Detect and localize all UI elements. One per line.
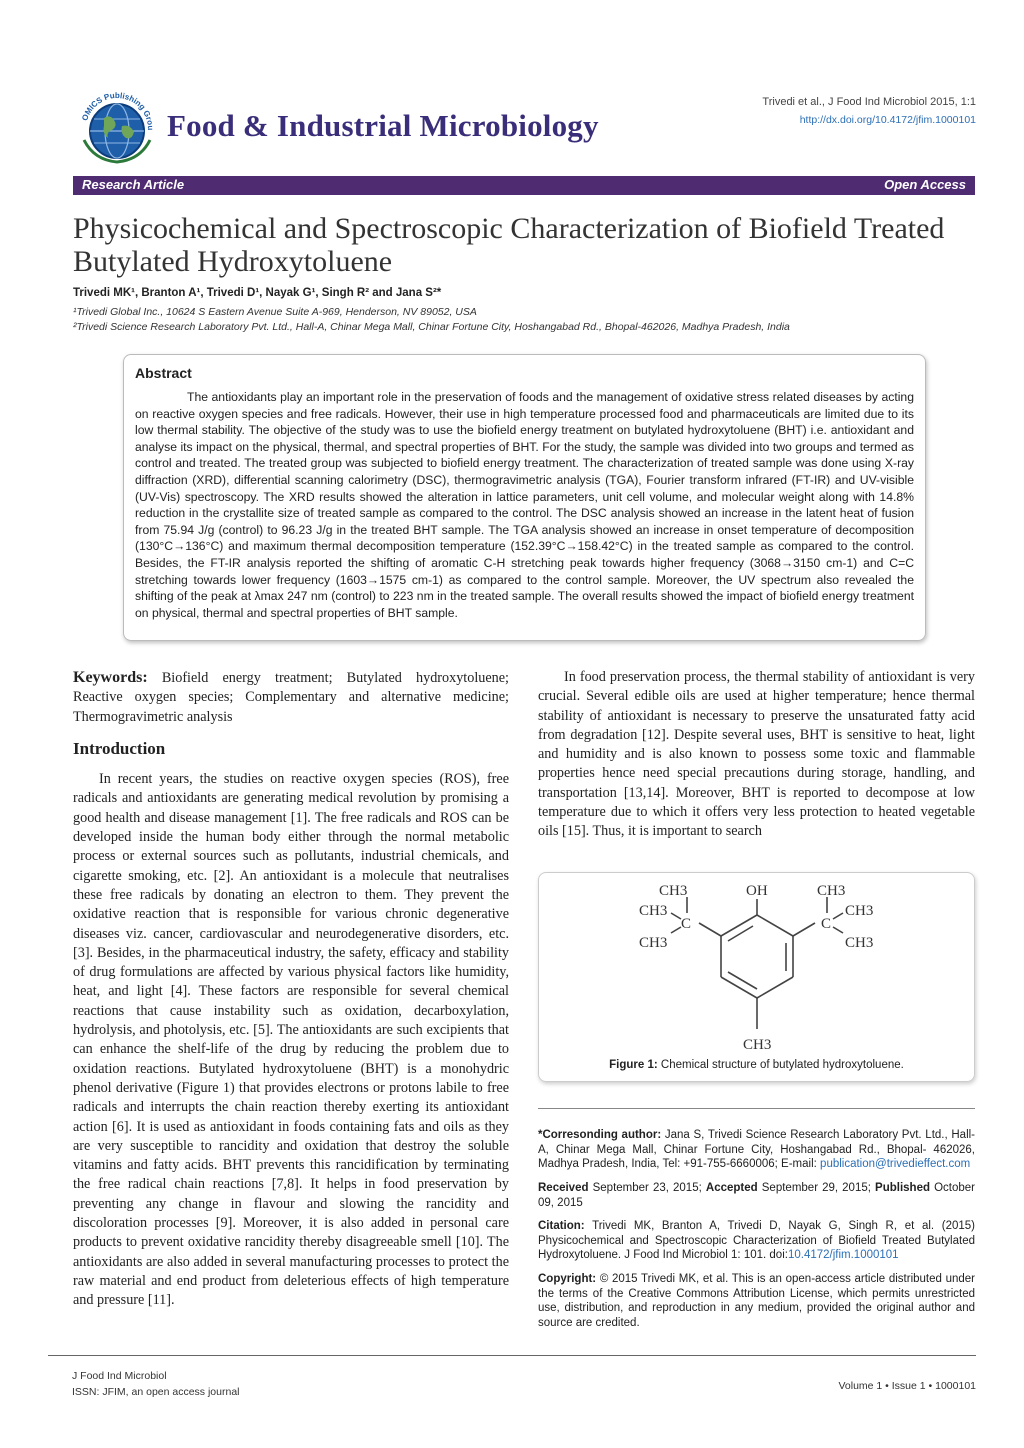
article-dates [538, 1181, 975, 1210]
accepted-date: September 29, 2015; [761, 1182, 871, 1194]
atom-ch3-top-left: CH3 [659, 883, 688, 899]
introduction-paragraph-2: In food preservation process, the thermal stability of antioxidant is very crucial. Several edible oils are used at higher temperature; hence thermal stability of antioxidant is necessary to preserve the unsaturated fatty acid from degradation [12]. Despite several uses, BHT is sensitive to heat, light and humidity and is also known to possess some toxic and flammable properties hence need special precautions during storage, handling, and transportation [13,14]. Moreover, BHT is reported to decompose at low temperature due to which it offers very less protection to heated vegetable oils [15]. Thus, it is important to search [538, 669, 975, 840]
atom-ch3-left-upper: CH3 [639, 903, 668, 919]
author-email-link[interactable]: publication@trivedieffect.com [820, 1158, 971, 1171]
keywords-block [73, 668, 509, 727]
left-column [73, 668, 509, 1311]
bht-structure-diagram [629, 881, 889, 1057]
copyright-block [538, 1272, 975, 1330]
published-date: October 09, 2015 [538, 1182, 976, 1209]
journal-logo [76, 88, 158, 170]
corresponding-author-text: Jana S, Trivedi Science Research Laboratory Pvt. Ltd., Hall-A, Chinar Mega Mall, Chinar Fortune City, Hoshangabad Rd., Bhopal- 462026, Madhya Pradesh, India, Tel: +91-755-6660006; E-mail: [538, 1129, 976, 1171]
journal-title: Food & Industrial Microbiology [167, 108, 599, 143]
atom-ch3-right-upper: CH3 [845, 903, 874, 919]
article-type-banner [73, 176, 975, 195]
atom-c-right: C [821, 916, 832, 932]
published-label: Published [875, 1182, 930, 1194]
keywords-text: Biofield energy treatment; Butylated hydroxytoluene; Reactive oxygen species; Complementary and alternative medicine; Thermogravimetric analysis [73, 670, 509, 725]
figure-caption-label: Figure 1: [609, 1059, 658, 1071]
affiliation-1: ¹Trivedi Global Inc., 10624 S Eastern Avenue Suite A-969, Henderson, NV 89052, USA [73, 306, 477, 318]
atom-ch3-top-right: CH3 [817, 883, 846, 899]
figure-caption-text: Chemical structure of butylated hydroxytoluene. [660, 1059, 904, 1071]
copyright-text: © 2015 Trivedi MK, et al. This is an open-access article distributed under the terms of the Creative Commons Attribution License, which permits unrestricted use, distribution, and reproduction in any medium, provided the original author and source are credited. [538, 1273, 975, 1329]
figure-caption [539, 1059, 974, 1071]
figure-1 [538, 872, 975, 1082]
logo-ring-text: OMICS Publishing Grou [80, 90, 156, 131]
introduction-paragraph: In recent years, the studies on reactive oxygen species (ROS), free radicals and antioxidants are generating medical revolution by promising a good health and disease management [1]. The free radicals and ROS can be developed inside the human body either through the normal metabolic process or external sources such as pollutants, industrial chemicals, and cigarette smoking, etc. [2]. An antioxidant is a molecule that neutralises these free radicals by donating an electron to them. They prevent the oxidative reaction that is responsible for various chronic degenerative diseases viz. cancer, cardiovascular and neurodegenerative disorders, etc. [3]. Besides, in the pharmaceutical industry, the safety, efficacy and stability of drug formulations are affected by various physical factors like humidity, heat, and light [4]. These factors are responsible for several chemical reactions that cause instability such as oxidation, decarboxylation, hydrolysis, and photolysis, etc. [5]. The antioxidants are such excipients that can enhance the shelf-life of the drug by reducing the problem due to oxidation reactions. Butylated hydroxytoluene (BHT) is a monohydric phenol derivative (Figure 1) that provides electrons or protons labile to free radicals and interrupts the chain reaction thereby exerting its antioxidant action [6]. It is used as antioxidant in foods containing fats and oils as they are very susceptible to rancidity and oxidation that destroy the soluble vitamins and fatty acids. BHT prevents this rancidification by terminating the free radical chain reactions [7,8]. It helps in food preservation by preventing any change in flavour and slowing the rancidity and discoloration processes [9]. Moreover, it is also added in personal care products to prevent oxidative rancidity thereby disagreeable smell [10]. The antioxidants are also added in several manufacturing processes to protect the raw material and end product from deleterious effects of high temperature and pressure [11]. [73, 771, 509, 1309]
footer-journal: J Food Ind Microbiol [72, 1370, 167, 1382]
atom-ch3-left-lower: CH3 [639, 935, 668, 951]
citation-line: Trivedi et al., J Food Ind Microbiol 2015, 1:1 [762, 96, 976, 108]
copyright-label: Copyright: [538, 1273, 597, 1285]
keywords-label: Keywords: [73, 669, 148, 686]
citation-text: Trivedi MK, Branton A, Trivedi D, Nayak G, Singh R, et al. (2015) Physicochemical and Spectroscopic Characterization of Biofield Treated Butylated Hydroxytoluene. J Food Ind Microbiol 1: 101. doi: [538, 1220, 975, 1262]
atom-oh: OH [746, 883, 768, 899]
open-access-label: Open Access [884, 177, 966, 192]
received-date: September 23, 2015; [592, 1182, 702, 1194]
footer-divider [48, 1355, 976, 1356]
citation-label: Citation: [538, 1220, 585, 1232]
introduction-heading: Introduction [73, 738, 166, 758]
affiliation-2: ²Trivedi Science Research Laboratory Pvt. Ltd., Hall-A, Chinar Mega Mall, Chinar Fortune City, Hoshangabad Rd., Bhopal-462026, Madhya Pradesh, India [73, 321, 790, 333]
article-type-label: Research Article [82, 177, 185, 192]
footer-issn: ISSN: JFIM, an open access journal [72, 1386, 240, 1398]
abstract-heading: Abstract [135, 365, 192, 381]
paper-title: Physicochemical and Spectroscopic Characterization of Biofield Treated Butylated Hydroxytoluene [73, 212, 945, 278]
accepted-label: Accepted [705, 1182, 758, 1194]
atom-ch3-bottom: CH3 [743, 1037, 772, 1053]
atom-ch3-right-lower: CH3 [845, 935, 874, 951]
doi-link[interactable]: http://dx.doi.org/10.4172/jfim.1000101 [799, 114, 976, 126]
abstract-box [123, 354, 926, 641]
corresponding-author [538, 1128, 975, 1172]
globe-icon [76, 88, 158, 170]
abstract-text: The antioxidants play an important role in the preservation of foods and the management of oxidative stress related diseases by acting on reactive oxygen species and free radicals. However, their use in high temperature processed food and pharmaceuticals are limited due to its low thermal stability. The objective of the study was to use the biofield energy treatment on butylated hydroxytoluene (BHT) i.e. antioxidant and analyse its impact on the physical, thermal, and spectral properties of BHT. For the study, the sample was divided into two groups and termed as control and treated. The treated group was subjected to biofield energy treatment. The characterization of treated sample was done using X-ray diffraction (XRD), differential scanning calorimetry (DSC), thermogravimetric analysis (TGA), Fourier transform infrared (FT-IR) and UV-visible (UV-Vis) spectroscopy. The XRD results showed the alteration in lattice parameters, unit cell volume, and molecular weight along with 14.8% reduction in the crystallite size of treated sample as compared to the control. The DSC analysis showed an increase in the latent heat of fusion from 75.94 J/g (control) to 96.23 J/g in the treated BHT sample. The TGA analysis showed an increase in onset temperature of decomposition (130°C→136°C) and maximum thermal decomposition temperature (152.39°C→158.42°C) in the treated sample as compared to the control. Besides, the FT-IR analysis reported the shifting of aromatic C-H stretching peak towards higher frequency (3068→3150 cm-1) and C=C stretching towards lower frequency (1603→1575 cm-1) as compared to the control sample. Moreover, the UV spectrum also revealed the shifting of the peak at λmax 247 nm (control) to 223 nm in the treated sample. The overall results showed the impact of biofield energy treatment on physical, thermal and spectral properties of BHT sample. [135, 390, 914, 620]
corresponding-author-label: *Corresonding author: [538, 1129, 662, 1141]
author-list: Trivedi MK¹, Branton A¹, Trivedi D¹, Nayak G¹, Singh R² and Jana S²* [73, 287, 442, 299]
received-label: Received [538, 1182, 589, 1194]
footer-volume: Volume 1 • Issue 1 • 1000101 [838, 1380, 976, 1392]
citation-block [538, 1219, 975, 1263]
divider [538, 1108, 975, 1109]
atom-c-left: C [681, 916, 692, 932]
citation-doi-link[interactable]: 10.4172/jfim.1000101 [787, 1249, 899, 1262]
